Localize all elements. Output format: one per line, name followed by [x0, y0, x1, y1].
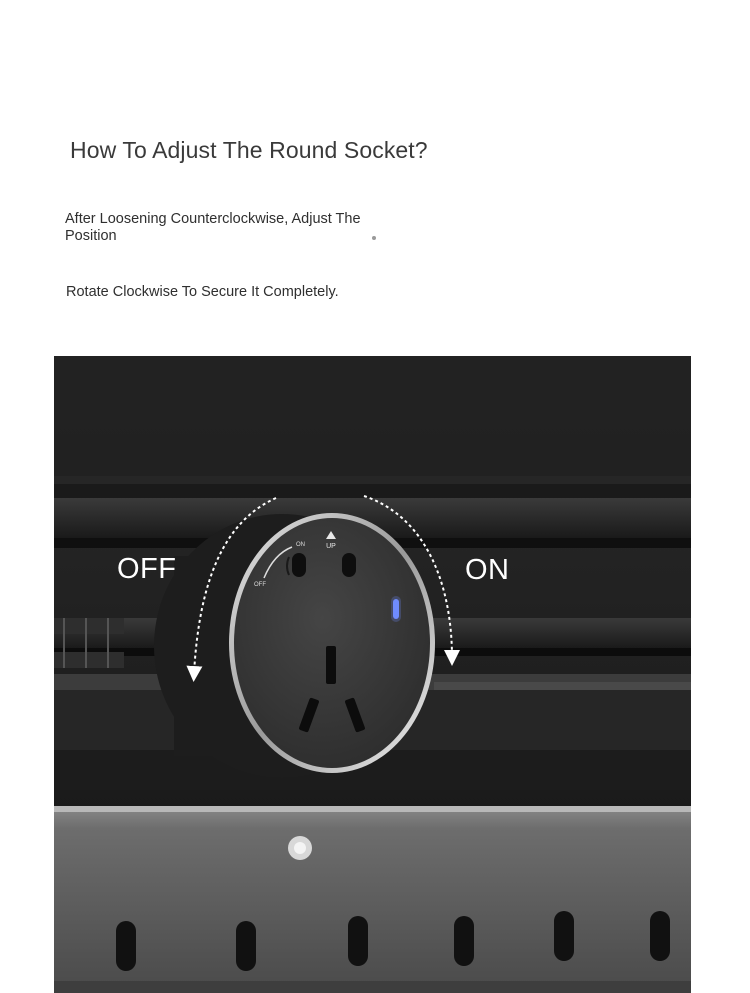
step-2-text: Rotate Clockwise To Secure It Completely. — [66, 284, 339, 300]
off-label: OFF — [117, 553, 177, 585]
socket-on-text: ON — [296, 542, 305, 548]
on-label: ON — [465, 554, 510, 586]
socket-up-text: UP — [326, 543, 336, 550]
socket-photo — [54, 356, 691, 993]
page-title: How To Adjust The Round Socket? — [70, 137, 428, 163]
step-1-text: After Loosening Counterclockwise, Adjust The Position — [65, 211, 361, 244]
socket-off-text: OFF — [254, 582, 266, 588]
socket-illustration — [54, 356, 691, 993]
decorative-dot — [372, 236, 376, 240]
round-socket — [229, 513, 435, 773]
metal-tray — [54, 806, 691, 993]
